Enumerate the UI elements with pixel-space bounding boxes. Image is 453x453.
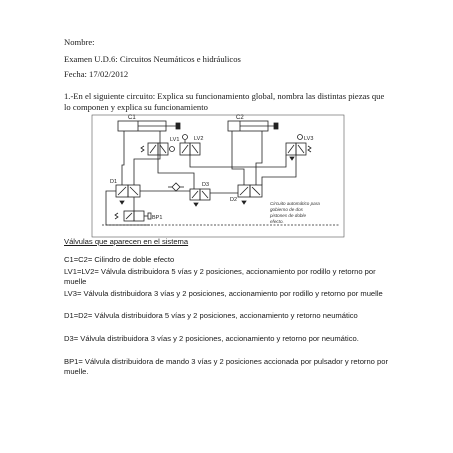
circuit-svg	[90, 113, 346, 239]
answer-item-d1-d2: D1=D2= Válvula distribuidora 5 vías y 2 posiciones, accionamiento y retorno neumático	[64, 311, 358, 320]
valve-bp1	[115, 211, 151, 221]
diagram-caption-line: Circuito automático para	[270, 201, 320, 206]
answer-item-lv3: LV3= Válvula distribuidora 3 vías y 2 posiciones, accionamiento por rodillo y retorno por muelle	[64, 289, 383, 298]
diagram-caption-line: efecto.	[270, 219, 284, 224]
valve-lv1	[141, 143, 175, 155]
label-d2: D2	[230, 197, 238, 203]
diagram-caption-line: gobierno de dos	[270, 207, 303, 212]
exam-date: Fecha: 17/02/2012	[64, 69, 129, 79]
answer-item-bp1: BP1= Válvula distribuidora de mando 3 vías y 2 posiciones accionada por pulsador y retorno por muelle.	[64, 357, 388, 376]
flow-regulator-symbol	[168, 183, 184, 191]
valve-d1	[116, 185, 140, 197]
label-d3: D3	[202, 182, 210, 188]
label-c1: C1	[128, 115, 136, 121]
answer-item-c1-c2: C1=C2= Cilindro de doble efecto	[64, 255, 175, 264]
answer-heading: Válvulas que aparecen en el sistema	[64, 237, 189, 246]
answer-item-d3: D3= Válvula distribuidora 3 vías y 2 posiciones, accionamiento y retorno por neumático.	[64, 334, 359, 343]
diagram-caption	[269, 201, 321, 224]
diagram-caption-line: pistones de doble	[270, 213, 307, 218]
cylinder-c2	[228, 121, 278, 143]
label-lv2: LV2	[194, 136, 204, 142]
pneumatic-circuit-diagram	[90, 113, 346, 239]
answer-item-lv1-lv2: LV1=LV2= Válvula distribuidora 5 vías y 2 posiciones, accionamiento por rodillo y retorno por muelle	[64, 267, 376, 286]
diagram-frame	[92, 115, 344, 237]
label-bp1: BP1	[152, 215, 163, 221]
label-lv3: LV3	[304, 136, 314, 142]
valve-d3	[190, 189, 210, 200]
label-c2: C2	[236, 115, 244, 121]
label-d1: D1	[110, 179, 118, 185]
exam-title: Examen U.D.6: Circuitos Neumáticos e hidráulicos	[64, 54, 241, 64]
label-lv1: LV1	[170, 137, 180, 143]
valve-d2	[238, 185, 262, 197]
name-label: Nombre:	[64, 37, 95, 47]
question-text: 1.-En el siguiente circuito: Explica su funcionamiento global, nombra las distintas piezas que lo componen y explica su funcionamiento	[64, 91, 385, 112]
